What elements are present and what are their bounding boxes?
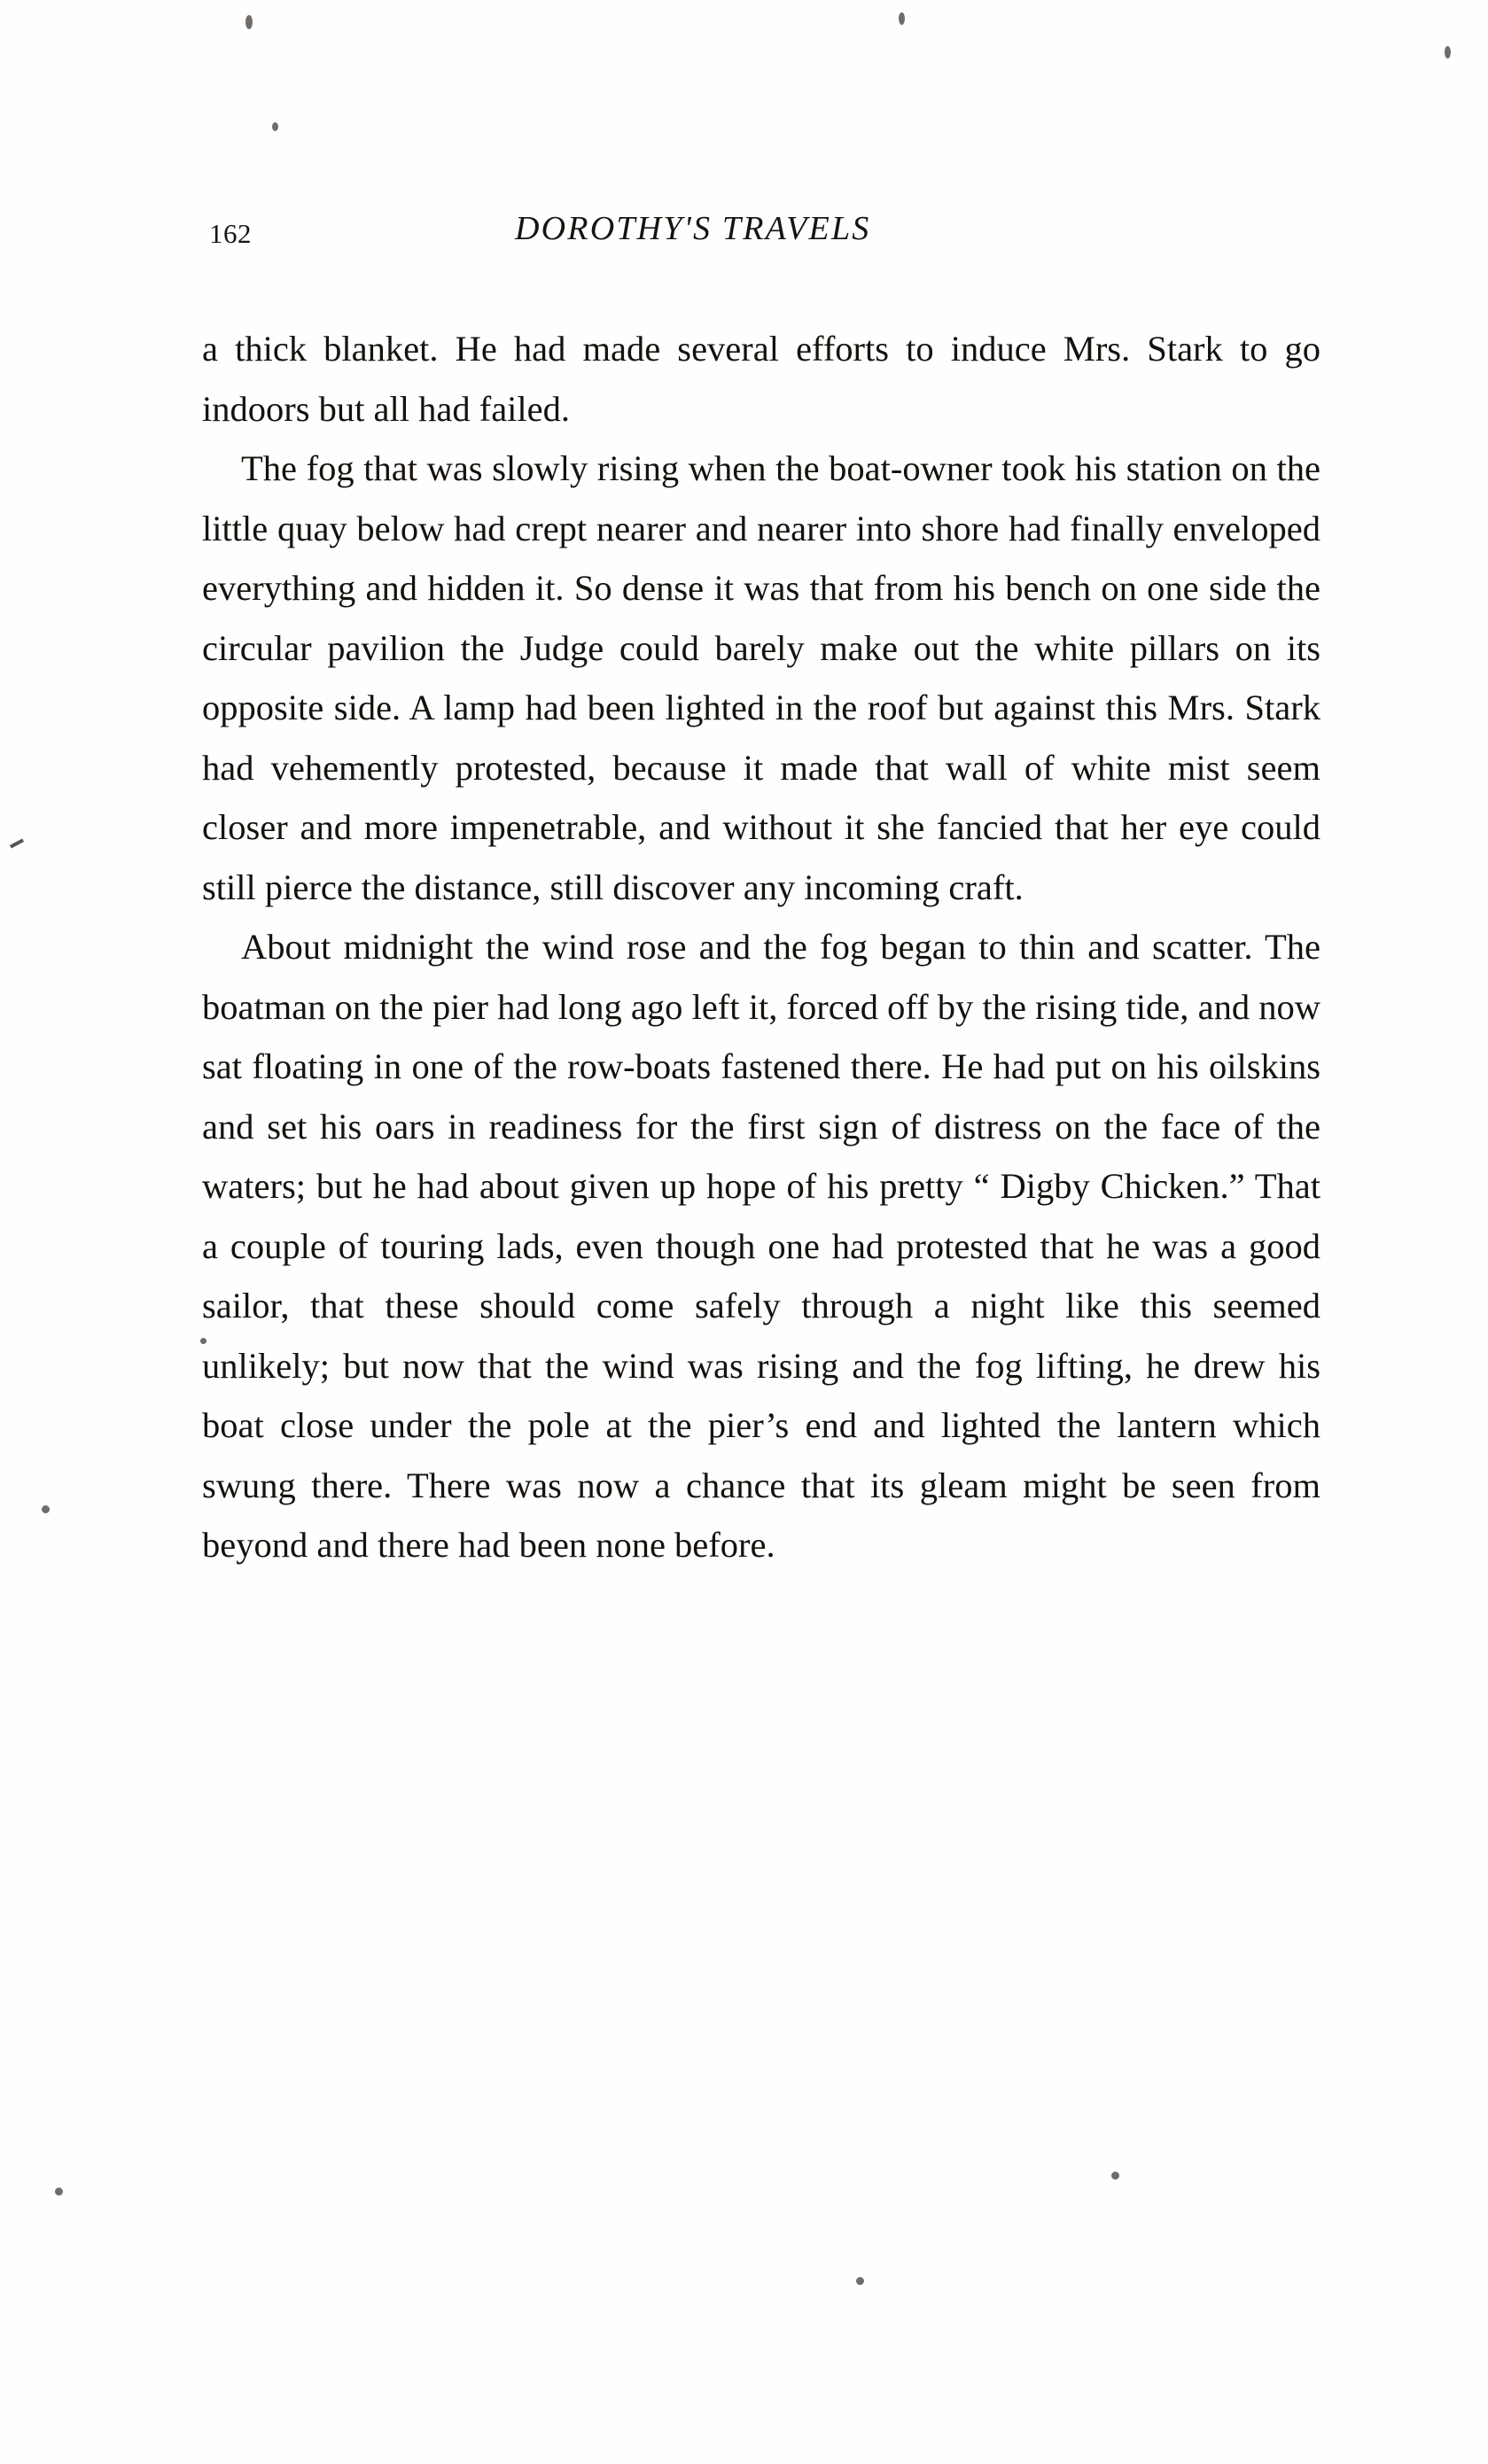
scan-speck <box>1445 46 1451 58</box>
scan-speck <box>272 122 278 131</box>
scan-speck <box>245 15 253 29</box>
paragraph: a thick blanket. He had made several efforts to induce Mrs. Stark to go indoors but all had failed. <box>202 329 1321 429</box>
paragraph: The fog that was slowly rising when the boat-owner took his station on the little quay below had crept nearer and nearer into shore had finally enveloped everything and hidden it. So dense it was that from his bench on one side the circular pavilion the Judge could barely make out the white pillars on its opposite side. A lamp had been lighted in the roof but against this Mrs. Stark had vehemently protested, because it made that wall of white mist seem closer and more impenetrable, and without it she fancied that her eye could still pierce the distance, still discover any incoming craft. <box>202 448 1321 907</box>
scan-speck <box>1111 2172 1119 2180</box>
body-text <box>202 319 1321 1575</box>
running-title: DOROTHY'S TRAVELS <box>515 210 871 247</box>
scan-speck <box>42 1505 50 1513</box>
scan-speck <box>856 2277 864 2285</box>
paragraph: About midnight the wind rose and the fog began to thin and scatter. The boatman on the pier had long ago left it, forced off by the rising tide, and now sat floating in one of the row-boats fastened there. He had put on his oilskins and set his oars in readiness for the first sign of distress on the face of the waters; but he had about given up hope of his pretty “ Digby Chicken.” That a couple of touring lads, even though one had protested that he was a good sailor, that these should come safely through a night like this seemed unlikely; but now that the wind was rising and the fog lifting, he drew his boat close under the pole at the pier’s end and lighted the lantern which swung there. There was now a chance that its gleam might be seen from beyond and there had been none before. <box>202 927 1321 1565</box>
scan-tick <box>10 838 24 848</box>
scan-speck <box>899 12 905 25</box>
scan-speck <box>55 2188 63 2196</box>
page-number: 162 <box>209 218 252 249</box>
page-header <box>209 204 1273 257</box>
